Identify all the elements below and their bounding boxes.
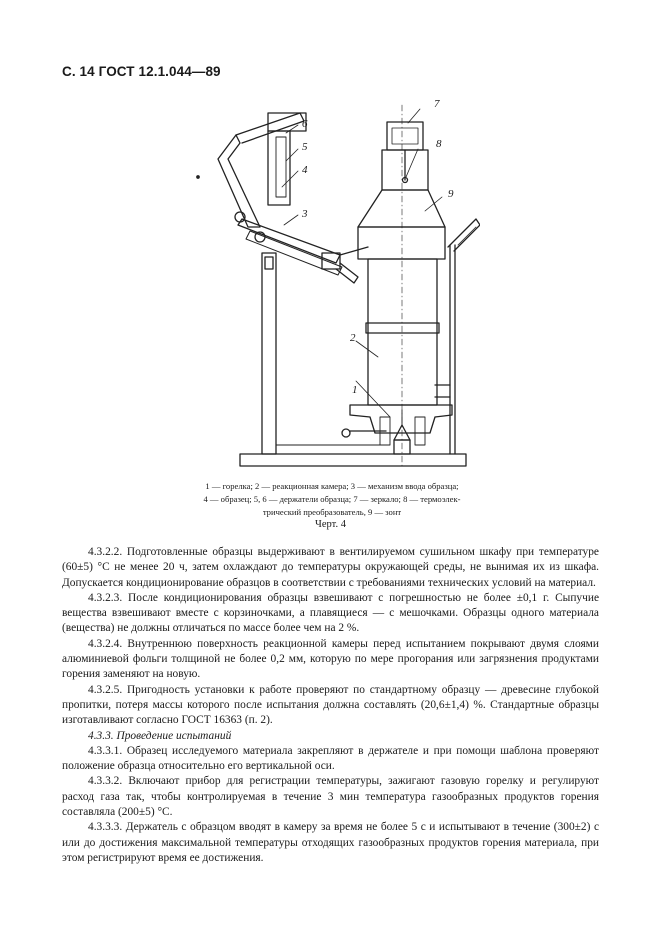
callout-leader-9: [425, 197, 442, 211]
apparatus-drawing: [180, 95, 480, 475]
page-header: С. 14 ГОСТ 12.1.044—89: [62, 64, 221, 79]
apparatus-drawing-svg: [180, 95, 480, 475]
base-plate: [240, 454, 466, 466]
sample: [276, 137, 286, 197]
chamber-ring: [366, 323, 439, 333]
reaction-chamber: [368, 259, 437, 405]
body-text: [62, 545, 599, 866]
callout-1: 1: [352, 384, 358, 396]
paragraph-4-3-3-3: 4.3.3.3. Держатель с образцом вводят в камеру за время не более 5 с и испытывают в течение (300±2) с или до достижения максимальной температуры отходящих газообразных продуктов горения материала, при этом регистрируют время ее достижения.: [62, 821, 599, 864]
stand-clamp: [265, 257, 273, 269]
legend-line: 4 — образец; 5, 6 — держатели образца; 7 — зеркало; 8 — термоэлек-: [203, 494, 461, 504]
figure-legend: [172, 480, 492, 519]
callout-leader-8: [406, 149, 418, 177]
callout-leader-3: [284, 215, 298, 225]
callout-leader-1: [356, 381, 390, 417]
paragraph-4-3-3-1: 4.3.3.1. Образец исследуемого материала закрепляют в держателе и при помощи шаблона проверяют положение образца относительно его вертикальной оси.: [62, 744, 599, 773]
sample-holder: [268, 131, 290, 205]
gas-valve: [342, 429, 350, 437]
callout-7: 7: [434, 98, 440, 110]
left-stand: [262, 253, 276, 454]
callout-8: 8: [436, 138, 442, 150]
section-heading-4-3-3: 4.3.3. Проведение испытаний: [88, 729, 232, 742]
callout-5: 5: [302, 141, 308, 153]
callout-leader-2: [356, 341, 378, 357]
callout-3: 3: [302, 208, 308, 220]
callout-6: 6: [302, 118, 308, 130]
figure-caption: Черт. 4: [315, 519, 346, 530]
callout-4: 4: [302, 164, 308, 176]
callout-2: 2: [350, 332, 356, 344]
paragraph-4-3-2-4: 4.3.2.4. Внутреннюю поверхность реакционной камеры перед испытанием покрывают двумя слоями алюминиевой фольги толщиной не более 0,2 мм, которую по мере прогорания или загрязнения продуктами горения заменяют на новую.: [62, 637, 599, 681]
legend-line: трический преобразователь, 9 — зонт: [262, 507, 402, 517]
handle: [448, 219, 480, 251]
callout-9: 9: [448, 188, 454, 200]
hood-skirt: [358, 227, 445, 259]
paragraph-4-3-3-2: 4.3.3.2. Включают прибор для регистрации температуры, зажигают газовую горелку и регулируют расход газа так, чтобы контролируемая в течение 3 мин температура газообразных продуктов горения составляла (200±5) °С.: [62, 775, 599, 819]
burner-housing: [350, 405, 452, 433]
mechanism-arm-upper: [218, 135, 260, 227]
paragraph-4-3-2-3: 4.3.2.3. После кондиционирования образцы взвешивают с погрешностью не более ±0,1 г. Сыпучие вещества взвешивают вместе с корзиночками, а плавящиеся — с мешочками. Образцы одного материала (вещества) не должны отличаться по массе более чем на 2 %.: [62, 591, 599, 635]
mechanism-linkage: [238, 219, 340, 263]
callout-leader-7: [408, 109, 420, 123]
paragraph-4-3-2-5: 4.3.2.5. Пригодность установки к работе проверяют по стандартному образцу — древесине глубокой пропитки, потеря массы которого после испытания должна составлять (20,6±1,4) %. Стандартные образцы изготавливают согласно ГОСТ 16363 (п. 2).: [62, 683, 599, 727]
legend-line: 1 — горелка; 2 — реакционная камера; 3 — механизм ввода образца;: [205, 481, 459, 491]
paragraph-4-3-2-2: 4.3.2.2. Подготовленные образцы выдерживают в вентилируемом сушильном шкафу при температуре (60±5) °С не менее 20 ч, затем охлаждают до температуры окружающей среды, не вынимая их из шкафа. Допускается кондиционирование образцов в соответствии с требованиями технических условий на материал.: [62, 546, 599, 589]
callout-leader-5: [286, 149, 298, 161]
hood: [358, 190, 445, 227]
